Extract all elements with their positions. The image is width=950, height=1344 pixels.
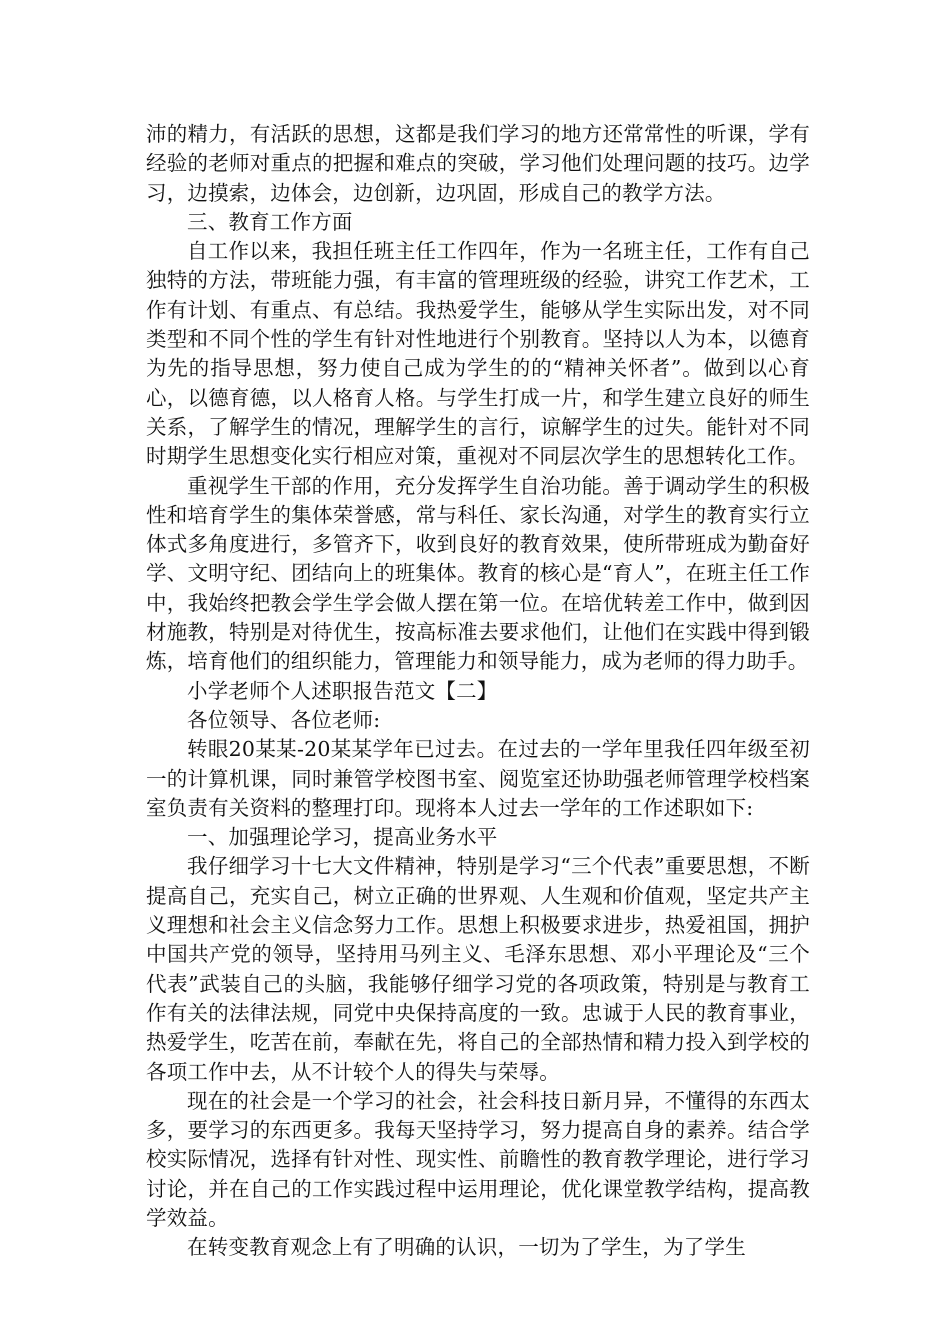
- report-title-two: 小学老师个人述职报告范文【二】: [187, 678, 498, 703]
- paragraph-political-study: 我仔细学习十七大文件精神，特别是学习“三个代表”重要思想，不断提高自己，充实自己，树立正确的世界观、人生观和价值观，坚定共产主义理想和社会主义信念努力工作。思想上积极要求进步，热爱祖国，拥护中国共产党的领导，坚持用马列主义、毛泽东思想、邓小平理论及“三个代表”武装自己的头脑，我能够仔细学习党的各项政策，特别是与教育工作有关的法律法规，同党中央保持高度的一致。忠诚于人民的教育事业，热爱学生，吃苦在前，奉献在先，将自己的全部热情和精力投入到学校的各项工作中去，从不计较个人的得失与荣辱。: [146, 854, 810, 1084]
- paragraph-education-concept: 在转变教育观念上有了明确的认识，一切为了学生，为了学生: [187, 1235, 746, 1260]
- section-heading-education-work: 三、教育工作方面: [187, 209, 353, 234]
- document-page: [146, 120, 810, 1263]
- paragraph-class-teacher-work: 自工作以来，我担任班主任工作四年，作为一名班主任，工作有自己独特的方法，带班能力强，有丰富的管理班级的经验，讲究工作艺术，工作有计划、有重点、有总结。我热爱学生，能够从学生实际出发，对不同类型和不同个性的学生有针对性地进行个别教育。坚持以人为本，以德育为先的指导思想，努力使自己成为学生的的“精神关怀者”。做到以心育心，以德育德，以人格育人格。与学生打成一片，和学生建立良好的师生关系，了解学生的情况，理解学生的言行，谅解学生的过失。能针对不同时期学生思想变化实行相应对策，重视对不同层次学生的思想转化工作。: [146, 239, 810, 469]
- paragraph-continuation: 沛的精力，有活跃的思想，这都是我们学习的地方还常常性的听课，学有经验的老师对重点的把握和难点的突破，学习他们处理问题的技巧。边学习，边摸索，边体会，边创新，边巩固，形成自己的教学方法。: [146, 122, 810, 205]
- section-heading-theory-study: 一、加强理论学习，提高业务水平: [187, 825, 498, 850]
- paragraph-year-overview: 转眼20某某-20某某学年已过去。在过去的一学年里我任四年级至初一的计算机课，同时兼管学校图书室、阅览室还协助强老师管理学校档案室负责有关资料的整理打印。现将本人过去一学年的工作述职如下:: [146, 737, 810, 820]
- paragraph-learning-society: 现在的社会是一个学习的社会，社会科技日新月异，不懂得的东西太多，要学习的东西更多。我每天坚持学习，努力提高自身的素养。结合学校实际情况，选择有针对性、现实性、前瞻性的教育教学理论，进行学习讨论，并在自己的工作实践过程中运用理论，优化课堂教学结构，提高教学效益。: [146, 1088, 810, 1230]
- salutation: 各位领导、各位老师:: [187, 707, 381, 732]
- paragraph-student-cadres: 重视学生干部的作用，充分发挥学生自治功能。善于调动学生的积极性和培育学生的集体荣誉感，常与科任、家长沟通，对学生的教育实行立体式多角度进行，多管齐下，收到良好的教育效果，使所带班成为勤奋好学、文明守纪、团结向上的班集体。教育的核心是“育人”，在班主任工作中，我始终把教会学生学会做人摆在第一位。在培优转差工作中，做到因材施教，特别是对待优生，按高标准去要求他们，让他们在实践中得到锻炼，培育他们的组织能力，管理能力和领导能力，成为老师的得力助手。: [146, 473, 810, 674]
